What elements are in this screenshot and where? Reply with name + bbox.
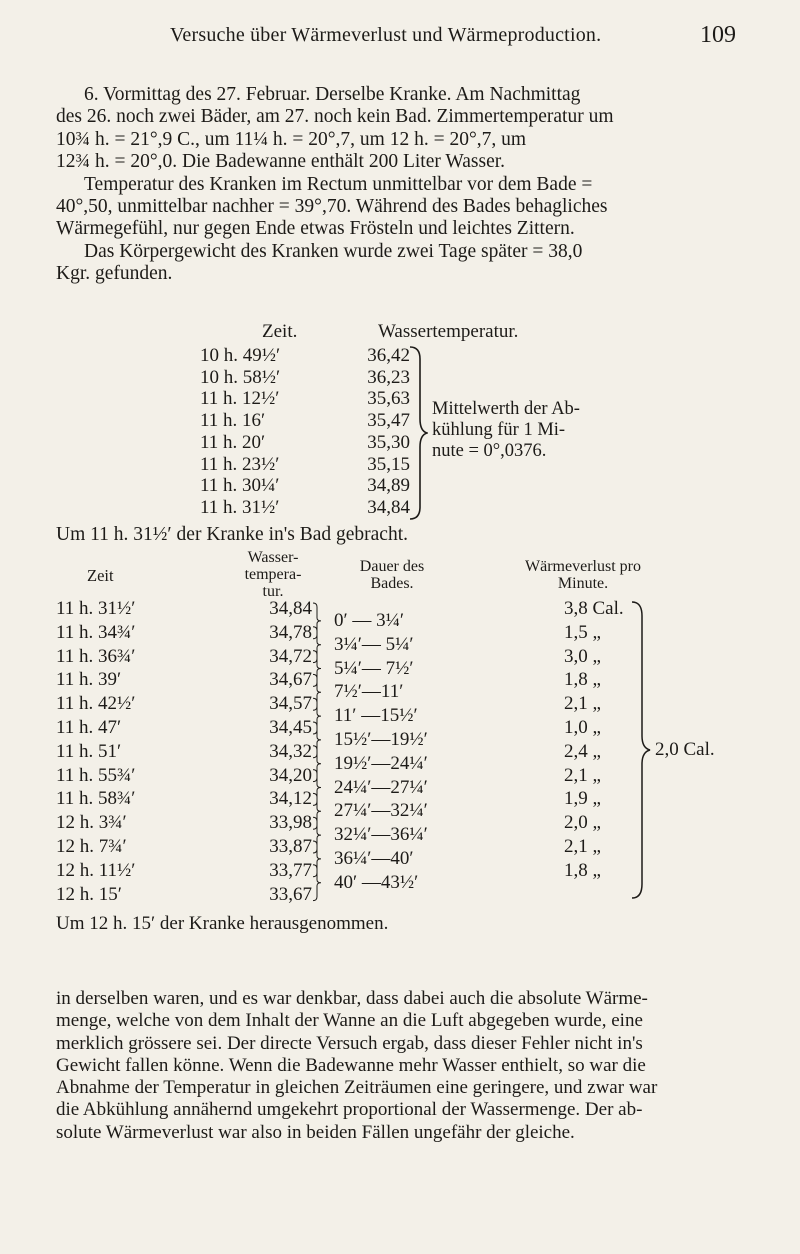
table2-temp-cell: 34,20 <box>269 764 312 786</box>
table1-time-cell: 11 h. 30¼′ <box>200 475 280 497</box>
table2-mean-brace <box>630 600 652 900</box>
table1-time-cell: 11 h. 16′ <box>200 410 266 432</box>
table2-temps-column <box>250 597 312 906</box>
intro-line: Temperatur des Kranken im Rectum unmittelbar vor dem Bade = <box>84 173 593 195</box>
table2-duration-cell: 40′ —43½′ <box>334 871 419 893</box>
table2-time-cell: 12 h. 15′ <box>56 883 122 905</box>
intro-paragraph <box>56 84 756 286</box>
table1-time-cell: 11 h. 12½′ <box>200 388 280 410</box>
header-line: tempera- <box>244 566 302 583</box>
table2-duration-cell: 15½′—19½′ <box>334 728 428 750</box>
closing-line: merklich grössere sei. Der directe Versuch ergab, dass dieser Fehler nicht in's <box>56 1032 643 1054</box>
table2-duration-cell: 24¼′—27¼′ <box>334 776 428 798</box>
intro-line: Wärmegefühl, nur gegen Ende etwas Frösteln und leichtes Zittern. <box>56 218 575 240</box>
table2-loss-cell: 2,4 „ <box>564 740 601 762</box>
table2-duration-header <box>342 558 442 592</box>
table-row <box>200 454 410 476</box>
intro-line: 6. Vormittag des 27. Februar. Derselbe Kranke. Am Nachmittag <box>84 84 581 105</box>
table2-time-cell: 11 h. 51′ <box>56 740 122 762</box>
table2-duration-cell: 3¼′— 5¼′ <box>334 633 414 655</box>
table2-time-cell: 11 h. 42½′ <box>56 693 136 715</box>
header-line: Dauer des <box>359 558 425 575</box>
closing-paragraph <box>56 988 756 1144</box>
table2-loss-cell: 2,0 „ <box>564 812 601 834</box>
table2-duration-cell: 27¼′—32¼′ <box>334 800 428 822</box>
table2-temp-cell: 34,72 <box>269 645 312 667</box>
table2-loss-cell: 1,0 „ <box>564 716 601 738</box>
intro-line: des 26. noch zwei Bäder, am 27. noch kein Bad. Zimmertemperatur um <box>56 106 614 128</box>
closing-line: menge, welche von dem Inhalt der Wanne an die Luft abgegeben wurde, eine <box>56 1010 643 1032</box>
table-row <box>200 497 410 519</box>
table1-temp-cell: 34,84 <box>367 496 410 518</box>
pair-brace <box>313 865 321 901</box>
table2-losses-column <box>564 597 624 883</box>
table1-brace <box>408 345 428 521</box>
header-line: Wasser- <box>247 549 299 566</box>
table2-time-cell: 11 h. 58¾′ <box>56 788 136 810</box>
table1-time-cell: 10 h. 49½′ <box>200 345 281 366</box>
table2-duration-cell: 19½′—24¼′ <box>334 752 428 774</box>
header-line: tur. <box>262 583 284 600</box>
table2-loss-cell: 1,8 „ <box>564 669 601 691</box>
table1-temp-cell: 35,47 <box>367 410 410 432</box>
note-line: nute = 0°,0376. <box>432 441 547 461</box>
table1-temp-cell: 36,42 <box>367 345 410 366</box>
table2-time-cell: 11 h. 55¾′ <box>56 764 136 786</box>
table1 <box>200 345 410 519</box>
table2-pair-braces <box>312 597 326 907</box>
table2-duration-cell: 5¼′— 7½′ <box>334 657 414 679</box>
table-row <box>200 410 410 432</box>
table2-time-cell: 11 h. 31½′ <box>56 598 136 619</box>
table2-times-column <box>56 597 135 906</box>
page-number: 109 <box>700 22 736 48</box>
table2-temp-cell: 34,67 <box>269 669 312 691</box>
table1-temp-cell: 35,15 <box>367 453 410 475</box>
table2-durations-column <box>334 609 428 895</box>
intro-line: Das Körpergewicht des Kranken wurde zwei Tage später = 38,0 <box>84 240 583 262</box>
table2-loss-header <box>508 558 658 592</box>
table2-time-cell: 11 h. 34¾′ <box>56 621 136 643</box>
table2-loss-cell: 1,9 „ <box>564 788 601 810</box>
table2-time-cell: 11 h. 47′ <box>56 716 122 738</box>
table2-time-cell: 12 h. 3¾′ <box>56 812 127 834</box>
table2-duration-cell: 36¼′—40′ <box>334 847 414 869</box>
intro-line: 40°,50, unmittelbar nachher = 39°,70. Während des Bades behagliches <box>56 196 608 218</box>
table2-time-cell: 12 h. 11½′ <box>56 859 136 881</box>
bath-end-line: Um 12 h. 15′ der Kranke herausgenommen. <box>56 913 389 934</box>
table2-loss-cell: 2,1 „ <box>564 835 601 857</box>
table2-temp-cell: 34,45 <box>269 716 312 738</box>
table2-time-header: Zeit <box>87 566 114 585</box>
table2-temp-cell: 33,67 <box>269 883 312 905</box>
table2-temp-cell: 34,12 <box>269 788 312 810</box>
table2-loss-cell: 1,5 „ <box>564 621 601 643</box>
table2-duration-cell: 7½′—11′ <box>334 681 404 703</box>
table1-note <box>432 399 580 462</box>
running-header: Versuche über Wärmeverlust und Wärmeproduction. <box>170 24 602 46</box>
table2-mean-value: 2,0 Cal. <box>655 739 715 760</box>
table-row <box>200 345 410 367</box>
table2-temp-cell: 34,84 <box>269 598 312 619</box>
table2-loss-cell: 1,8 „ <box>564 859 601 881</box>
header-line: Wärmeverlust pro <box>525 558 641 575</box>
table1-temp-cell: 35,30 <box>367 431 410 453</box>
table1-temp-header: Wassertemperatur. <box>378 321 519 342</box>
note-line: kühlung für 1 Mi- <box>432 420 566 440</box>
table2-time-cell: 11 h. 36¾′ <box>56 645 136 667</box>
table2-duration-cell: 32¼′—36¼′ <box>334 824 428 846</box>
table1-time-cell: 11 h. 31½′ <box>200 496 280 518</box>
table2-loss-cell: 3,8 Cal. <box>564 598 624 619</box>
table2-temp-cell: 34,32 <box>269 740 312 762</box>
table-row <box>200 388 410 410</box>
closing-line: solute Wärmeverlust war also in beiden Fällen ungefähr der gleiche. <box>56 1121 575 1143</box>
table2-temp-cell: 33,77 <box>269 859 312 881</box>
table-row <box>200 432 410 454</box>
closing-line: Abnahme der Temperatur in gleichen Zeiträumen eine geringere, und zwar war <box>56 1077 658 1099</box>
table1-time-cell: 10 h. 58½′ <box>200 366 281 388</box>
table2-temp-header <box>228 549 318 600</box>
table1-temp-cell: 34,89 <box>367 475 410 497</box>
table2-temp-cell: 34,78 <box>269 621 312 643</box>
table2-time-cell: 12 h. 7¾′ <box>56 835 127 857</box>
table1-time-cell: 11 h. 20′ <box>200 431 266 453</box>
header-line: Minute. <box>557 575 609 592</box>
table-row <box>200 475 410 497</box>
table2-loss-cell: 3,0 „ <box>564 645 601 667</box>
closing-line: in derselben waren, und es war denkbar, dass dabei auch die absolute Wärme- <box>56 988 648 1009</box>
table2-time-cell: 11 h. 39′ <box>56 669 122 691</box>
table2-loss-cell: 2,1 „ <box>564 693 601 715</box>
intro-line: 10¾ h. = 21°,9 C., um 11¼ h. = 20°,7, um 12 h. = 20°,7, um <box>56 128 527 150</box>
intro-line: 12¾ h. = 20°,0. Die Badewanne enthält 200 Liter Wasser. <box>56 151 506 173</box>
closing-line: Gewicht fallen könne. Wenn die Badewanne mehr Wasser enthielt, so war die <box>56 1054 646 1076</box>
table1-time-cell: 11 h. 23½′ <box>200 453 280 475</box>
table2-duration-cell: 0′ — 3¼′ <box>334 610 405 631</box>
table1-temp-cell: 36,23 <box>367 366 410 388</box>
table2-duration-cell: 11′ —15½′ <box>334 705 418 727</box>
table2-temp-cell: 33,98 <box>269 812 312 834</box>
bath-start-line: Um 11 h. 31½′ der Kranke in's Bad gebracht. <box>56 524 409 545</box>
intro-line: Kgr. gefunden. <box>56 263 173 285</box>
header-line: Bades. <box>370 575 414 592</box>
table2-loss-cell: 2,1 „ <box>564 764 601 786</box>
table2-temp-cell: 34,57 <box>269 693 312 715</box>
table1-time-header: Zeit. <box>262 321 298 342</box>
closing-line: die Abkühlung annähernd umgekehrt proportional der Wassermenge. Der ab- <box>56 1099 643 1121</box>
table1-temp-cell: 35,63 <box>367 388 410 410</box>
table-row <box>200 367 410 389</box>
table2-temp-cell: 33,87 <box>269 835 312 857</box>
note-line: Mittelwerth der Ab- <box>432 399 580 419</box>
